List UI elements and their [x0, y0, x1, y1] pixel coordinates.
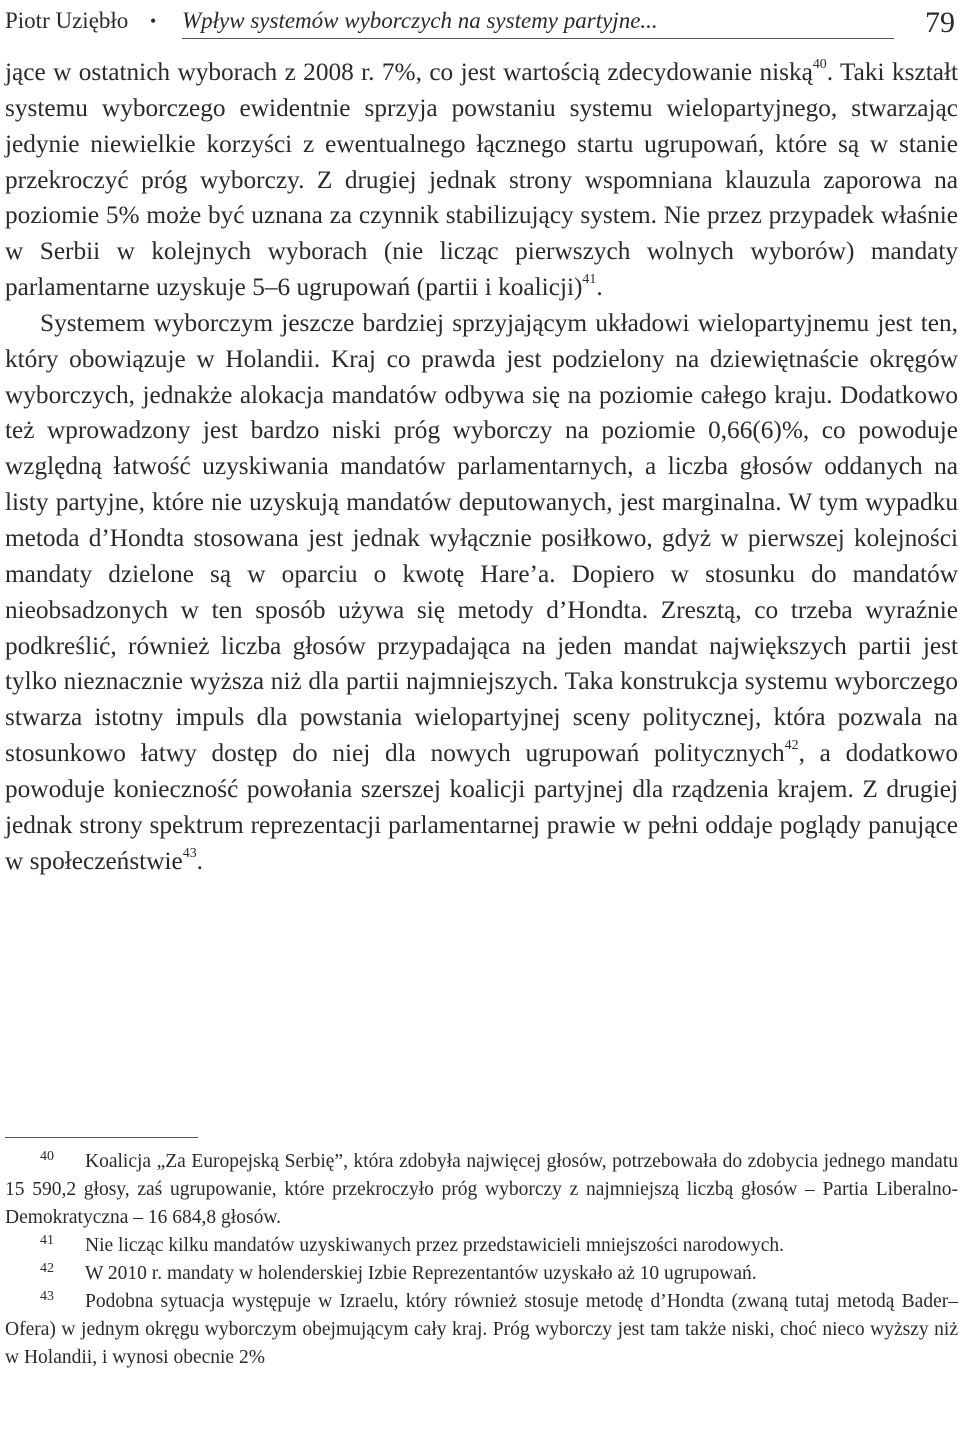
footnote-43: 43 Podobna sytuacja występuje w Izraelu, który również stosuje metodę d’Hondta (zwaną tutaj metodą Bader–Ofera) w jednym okręgu wyborczym obejmującym cały kraj. Próg wyborczy jest tam także niski, choć nieco wyższy niż w Holandii, i wynosi obecnie 2% [5, 1289, 958, 1368]
header-rule [182, 38, 894, 39]
header-bullet: • [150, 11, 157, 31]
footnote-41: 41 Nie licząc kilku mandatów uzyskiwanych przez przedstawicieli mniejszości narodowych. [40, 1233, 785, 1256]
paragraph-2-text-a: Systemem wyborczym jeszcze bardziej sprzyjającym układowi wielopartyjnemu jest ten, który obowiązuje w Holandii. Kraj co prawda jest podzielony na dziewiętnaście okręgów wyborczych, jednakże alokacja mandatów odbywa się na poziomie całego kraju. Dodatkowo też wprowadzony jest bardzo niski próg wyborczy na poziomie 0,66(6)%, co powoduje względną łatwość uzyskiwania mandatów parlamentarnych, a liczba głosów oddanych na listy partyjne, które nie uzyskują mandatów deputowanych, jest marginalna. W tym wypadku metoda d’Hondta stosowana jest jednak wyłącznie posiłkowo, gdyż w pierwszej kolejności mandaty dzielone są w oparciu o kwotę Hare’a. Dopiero w stosunku do mandatów nieobsadzonych w ten sposób używa się metody d’Hondta. Zresztą, co trzeba wyraźnie podkreślić, również liczba głosów przypadająca na jeden mandat największych partii jest tylko nieznacznie wyższa niż dla partii najmniejszych. Taka konstrukcja systemu wyborczego stwarza istotny impuls dla powstania wielopartyjnej sceny politycznej, która pozwala na stosunkowo łatwy dostęp do niej dla nowych ugrupowań politycznych [5, 308, 958, 768]
paragraph-2-text-b: , a dodatkowo powoduje konieczność powołania szerszej koalicji partyjnej dla rządzenia krajem. Z drugiej jednak strony spektrum reprezentacji parlamentarnej prawie w pełni oddaje poglądy panujące w społeczeństwie [5, 739, 958, 875]
running-header [5, 2, 958, 42]
page-number: 79 [925, 6, 955, 39]
main-text [5, 55, 958, 879]
footnote-text: Koalicja „Za Europejską Serbię”, która zdobyła najwięcej głosów, potrzebowała do zdobycia jednego mandatu 15 590,2 głosy, zaś ugrupowanie, które przekroczyło próg wyborczy z najmniejszą liczbą głosów – Partia Liberalno-Demokratyczna – 16 684,8 głosów. [5, 1151, 958, 1228]
paragraph-1-text-b: . Taki kształt systemu wyborczego ewidentnie sprzyja powstaniu systemu wielopartyjnego, stwarzając jedynie niewielkie korzyści z ewentualnego łącznego startu ugrupowań, które są w stanie przekroczyć próg wyborczy. Z drugiej jednak strony wspomniana klauzula zaporowa na poziomie 5% może być uznana za czynnik stabilizujący system. Nie przez przypadek właśnie w Serbii w kolejnych wyborach (nie licząc pierwszych wolnych wyborów) mandaty parlamentarne uzyskuje 5–6 ugrupowań (partii i koalicji) [5, 58, 959, 302]
header-author: Piotr Uziębło [5, 8, 129, 33]
footnote-ref-42[interactable]: 42 [784, 738, 799, 754]
footnote-text: Podobna sytuacja występuje w Izraelu, który również stosuje metodę d’Hondta (zwaną tutaj metodą Bader–Ofera) w jednym okręgu wyborczym obejmującym cały kraj. Próg wyborczy jest tam także niski, choć nieco wyższy niż w Holandii, i wynosi obecnie 2% [5, 1291, 958, 1368]
footnote-text: W 2010 r. mandaty w holenderskiej Izbie Reprezentantów uzyskało aż 10 ugrupowań. [85, 1263, 757, 1284]
footnote-ref-41[interactable]: 41 [582, 272, 597, 288]
footnote-40: 40 Koalicja „Za Europejską Serbię”, która zdobyła najwięcej głosów, potrzebowała do zdobycia jednego mandatu 15 590,2 głosy, zaś ugrupowanie, które przekroczyło próg wyborczy z najmniejszą liczbą głosów – Partia Liberalno-Demokratyczna – 16 684,8 głosów. [5, 1149, 958, 1228]
footnote-ref-40[interactable]: 40 [812, 57, 827, 73]
footnote-separator [5, 1137, 198, 1138]
footnote-text: Nie licząc kilku mandatów uzyskiwanych przez przedstawicieli mniejszości narodowych. [85, 1235, 785, 1256]
header-running-title: Wpływ systemów wyborczych na systemy partyjne... [182, 8, 658, 33]
paragraph-1 [5, 55, 958, 306]
footnotes [5, 1148, 958, 1372]
paragraph-1-text-a: jące w ostatnich wyborach z 2008 r. 7%, co jest wartością zdecydowanie niską [5, 58, 813, 86]
paragraph-2-text-c: . [196, 846, 203, 875]
footnote-ref-43[interactable]: 43 [182, 845, 197, 861]
paragraph-1-text-c: . [596, 273, 603, 302]
footnote-42: 42 W 2010 r. mandaty w holenderskiej Izbie Reprezentantów uzyskało aż 10 ugrupowań. [40, 1261, 757, 1284]
paragraph-2 [5, 306, 958, 880]
